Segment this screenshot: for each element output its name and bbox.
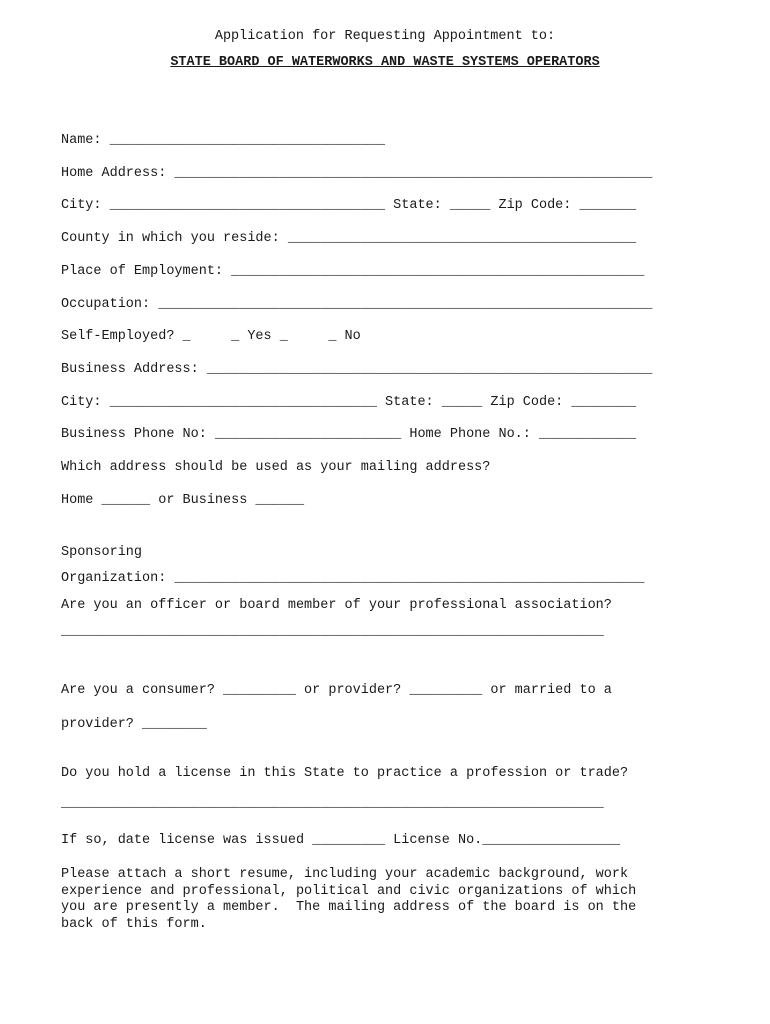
home-address-field[interactable]: Home Address: ___________________________________________________________ xyxy=(61,166,653,181)
resume-instructions: Please attach a short resume, including your academic background, work experience and professional, political and civic organizations of which you are presently a member. The mailing address of the board is on the back of this form. xyxy=(61,867,637,933)
officer-answer-line[interactable]: ___________________________________________________________________ xyxy=(61,624,604,639)
officer-question: Are you an officer or board member of your professional association? xyxy=(61,598,612,613)
board-name: STATE BOARD OF WATERWORKS AND WASTE SYSTEMS OPERATORS xyxy=(170,55,600,70)
occupation-field[interactable]: Occupation: _____________________________________________________________ xyxy=(61,297,653,312)
married-to-provider-field[interactable]: provider? ________ xyxy=(61,717,207,732)
mailing-address-options[interactable]: Home ______ or Business ______ xyxy=(61,493,305,508)
license-question: Do you hold a license in this State to practice a profession or trade? xyxy=(61,766,629,781)
form-title: Application for Requesting Appointment to: xyxy=(214,29,556,44)
sponsoring-organization-field[interactable]: Organization: __________________________________________________________ xyxy=(61,571,645,586)
consumer-provider-question[interactable]: Are you a consumer? _________ or provider? _________ or married to a xyxy=(61,683,612,698)
home-city-state-zip-field[interactable]: City: __________________________________ State: _____ Zip Code: _______ xyxy=(61,198,637,213)
business-address-field[interactable]: Business Address: _______________________________________________________ xyxy=(61,362,653,377)
county-field[interactable]: County in which you reside: ___________________________________________ xyxy=(61,231,637,246)
phone-numbers-field[interactable]: Business Phone No: _______________________ Home Phone No.: ____________ xyxy=(61,427,637,442)
business-city-state-zip-field[interactable]: City: _________________________________ State: _____ Zip Code: ________ xyxy=(61,395,637,410)
name-field[interactable]: Name: __________________________________ xyxy=(61,133,386,148)
license-answer-line[interactable]: ___________________________________________________________________ xyxy=(61,796,604,811)
self-employed-field[interactable]: Self-Employed? _ _ Yes _ _ No xyxy=(61,329,361,344)
license-date-number-field[interactable]: If so, date license was issued _________ License No._________________ xyxy=(61,833,620,848)
sponsoring-label: Sponsoring xyxy=(61,545,143,560)
mailing-address-question: Which address should be used as your mailing address? xyxy=(61,460,491,475)
place-of-employment-field[interactable]: Place of Employment: ___________________________________________________ xyxy=(61,264,645,279)
